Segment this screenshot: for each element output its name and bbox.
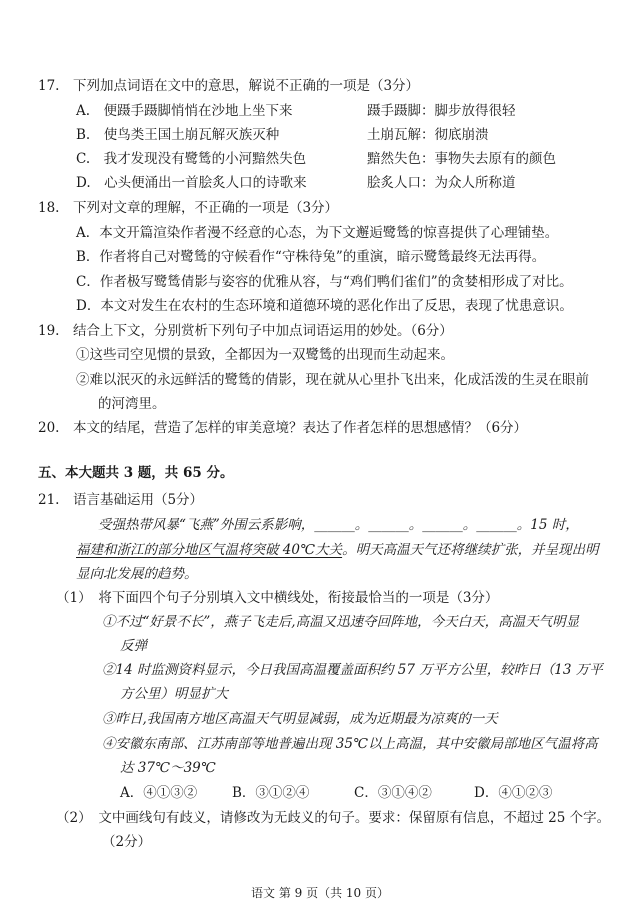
q19-item-2-cont: 的河湾里。 — [98, 396, 166, 412]
q21-underlined-sentence: 福建和浙江的部分地区气温将突破 40℃大关 — [76, 542, 343, 558]
q17-gloss-b: 土崩瓦解：彻底崩溃 — [367, 127, 489, 143]
q21-passage-line3: 显向北发展的趋势。 — [76, 566, 198, 582]
q18-option-d: D．本文对发生在农村的生态环境和道德环境的恶化作出了反思，表现了忧患意识。 — [76, 298, 573, 314]
q21-choice-d: D．④①②③ — [474, 785, 553, 801]
q21-sentence-1: ①不过“好景不长”，燕子飞走后,高温又迅速夺回阵地，今天白天，高温天气明显 — [102, 614, 580, 630]
q18-option-b: B．作者将自己对鹭鸶的守候看作“守株待兔”的重演，暗示鹭鸶最终无法再得。 — [76, 249, 546, 265]
q21-sentence-1-cont: 反弹 — [120, 638, 147, 654]
q17-option-d: D. 心头便涌出一首脍炙人口的诗歌来 — [76, 175, 307, 191]
q19-item-2: ②难以泯灭的永远鲜活的鹭鸶的倩影，现在就从心里扑飞出来，化成活泼的生灵在眼前 — [76, 372, 589, 388]
q17-gloss-a: 蹑手蹑脚：脚步放得很轻 — [367, 103, 516, 119]
q21-sub2-score: （2分） — [102, 834, 152, 850]
q21-passage-line2-rest: 。明天高温天气还将继续扩张，并呈现出明 — [342, 542, 599, 558]
q18-option-a: A．本文开篇渲染作者漫不经意的心态，为下文邂逅鹭鸶的惊喜提供了心理铺垫。 — [76, 225, 559, 241]
q21-choice-b: B．③①②④ — [232, 785, 310, 801]
q21-sentence-4-cont: 达 37℃～39℃ — [120, 760, 216, 776]
q21-sub1-stem: （1） 将下面四个句子分别填入文中横线处，衔接最恰当的一项是（3分） — [56, 590, 499, 606]
q21-passage-line2 — [76, 540, 599, 560]
q17-option-b: B. 使鸟类王国土崩瓦解灭族灭种 — [76, 127, 280, 143]
q17-option-a: A. 便蹑手蹑脚悄悄在沙地上坐下来 — [76, 103, 293, 119]
q17-gloss-d: 脍炙人口：为众人所称道 — [367, 175, 516, 191]
page-footer: 语文 第 9 页（共 10 页） — [251, 886, 389, 900]
q17-option-c: C. 我才发现没有鹭鸶的小河黯然失色 — [76, 151, 307, 167]
section-heading: 五、本大题共 3 题，共 65 分。 — [38, 465, 234, 481]
q21-choice-a: A．④①③② — [120, 785, 198, 801]
q21-stem: 21. 语言基础运用（5分） — [38, 492, 204, 508]
q18-option-c: C．作者极写鹭鸶倩影与姿容的优雅从容，与“鸡们鸭们雀们”的贪婪相形成了对比。 — [76, 274, 573, 290]
q21-passage-line1: 受强热带风暴“飞燕”外围云系影响，______。______。______。______。15 时， — [98, 517, 579, 533]
q21-sentence-4: ④安徽东南部、江苏南部等地普遍出现 35℃以上高温，其中安徽局部地区气温将高 — [102, 736, 598, 752]
q19-item-1: ①这些司空见惯的景致，全都因为一双鹭鸶的出现而生动起来。 — [76, 347, 454, 363]
q21-sentence-3: ③昨日,我国南方地区高温天气明显减弱，成为近期最为凉爽的一天 — [102, 711, 498, 727]
q21-choice-c: C．③①④② — [354, 785, 432, 801]
q20-stem: 20. 本文的结尾，营造了怎样的审美意境？表达了作者怎样的思想感情？（6分） — [38, 420, 528, 436]
q17-stem: 17. 下列加点词语在文中的意思，解说不正确的一项是（3分） — [38, 78, 420, 94]
q21-sentence-2: ②14 时监测资料显示，今日我国高温覆盖面积约 57 万平方公里，较昨日（13 万平 — [102, 662, 603, 678]
q17-gloss-c: 黯然失色：事物失去原有的颜色 — [367, 151, 556, 167]
q21-sub2-stem: （2） 文中画线句有歧义，请修改为无歧义的句子。要求：保留原有信息，不超过 25 个字。 — [56, 810, 611, 826]
q19-stem: 19. 结合上下文，分别赏析下列句子中加点词语运用的妙处。（6分） — [38, 323, 453, 339]
q21-sentence-2-cont: 方公里）明显扩大 — [120, 686, 228, 702]
q18-stem: 18. 下列对文章的理解，不正确的一项是（3分） — [38, 200, 339, 216]
